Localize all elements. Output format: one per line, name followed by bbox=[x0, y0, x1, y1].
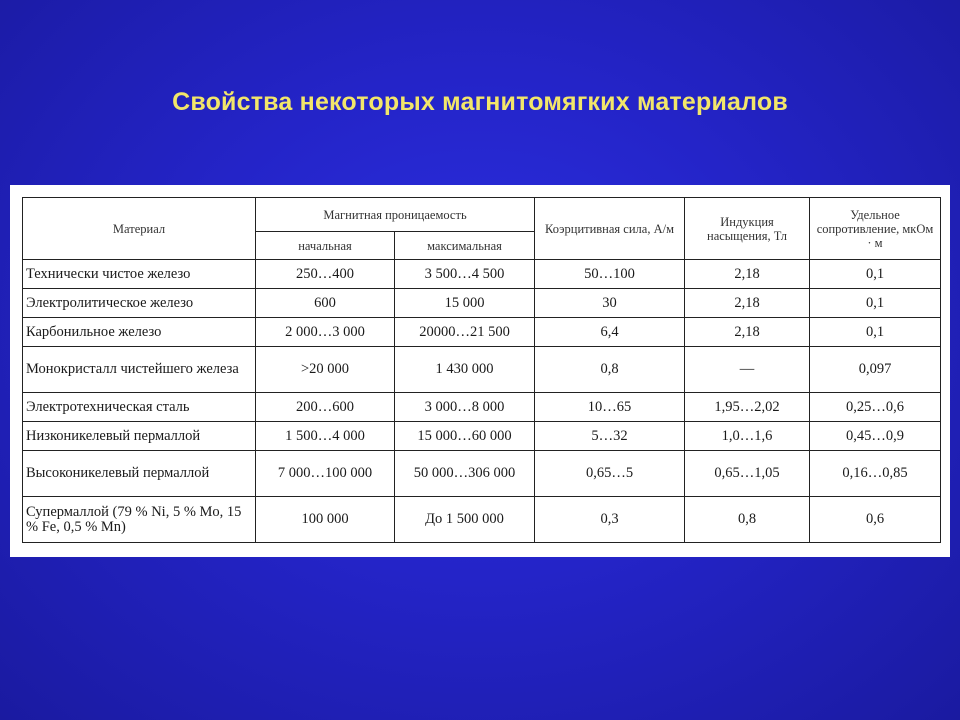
cell-material: Низконикелевый пермаллой bbox=[23, 422, 256, 451]
cell-induction: 1,0…1,6 bbox=[685, 422, 810, 451]
header-initial: начальная bbox=[256, 232, 395, 260]
slide-title: Свойства некоторых магнитомягких материалов bbox=[172, 88, 788, 116]
cell-material: Супермаллой (79 % Ni, 5 % Mo, 15 % Fe, 0,5 % Mn) bbox=[23, 497, 256, 543]
cell-induction: 0,65…1,05 bbox=[685, 451, 810, 497]
cell-induction: 2,18 bbox=[685, 289, 810, 318]
cell-coercive: 0,65…5 bbox=[535, 451, 685, 497]
cell-initial: 1 500…4 000 bbox=[256, 422, 395, 451]
table-row bbox=[23, 289, 941, 318]
cell-coercive: 0,8 bbox=[535, 347, 685, 393]
cell-initial: 250…400 bbox=[256, 260, 395, 289]
table-row bbox=[23, 393, 941, 422]
cell-resistivity: 0,16…0,85 bbox=[810, 451, 941, 497]
cell-resistivity: 0,097 bbox=[810, 347, 941, 393]
cell-maximal: До 1 500 000 bbox=[395, 497, 535, 543]
table-row bbox=[23, 318, 941, 347]
cell-initial: >20 000 bbox=[256, 347, 395, 393]
cell-induction: 2,18 bbox=[685, 318, 810, 347]
cell-induction: — bbox=[685, 347, 810, 393]
cell-coercive: 0,3 bbox=[535, 497, 685, 543]
cell-resistivity: 0,25…0,6 bbox=[810, 393, 941, 422]
header-coercive: Коэрцитивная сила, А/м bbox=[535, 198, 685, 260]
cell-initial: 600 bbox=[256, 289, 395, 318]
cell-maximal: 20000…21 500 bbox=[395, 318, 535, 347]
table-card bbox=[10, 185, 950, 557]
cell-material: Технически чистое железо bbox=[23, 260, 256, 289]
cell-maximal: 1 430 000 bbox=[395, 347, 535, 393]
cell-material: Монокристалл чистейшего железа bbox=[23, 347, 256, 393]
cell-material: Электротехническая сталь bbox=[23, 393, 256, 422]
cell-resistivity: 0,6 bbox=[810, 497, 941, 543]
cell-initial: 7 000…100 000 bbox=[256, 451, 395, 497]
cell-induction: 1,95…2,02 bbox=[685, 393, 810, 422]
cell-coercive: 10…65 bbox=[535, 393, 685, 422]
table-row bbox=[23, 260, 941, 289]
properties-table bbox=[22, 197, 941, 543]
cell-resistivity: 0,1 bbox=[810, 318, 941, 347]
cell-initial: 2 000…3 000 bbox=[256, 318, 395, 347]
cell-coercive: 50…100 bbox=[535, 260, 685, 289]
header-induction: Индукция насыщения, Тл bbox=[685, 198, 810, 260]
cell-maximal: 3 500…4 500 bbox=[395, 260, 535, 289]
table-row bbox=[23, 451, 941, 497]
cell-maximal: 50 000…306 000 bbox=[395, 451, 535, 497]
cell-resistivity: 0,1 bbox=[810, 260, 941, 289]
cell-material: Карбонильное железо bbox=[23, 318, 256, 347]
table-row bbox=[23, 422, 941, 451]
cell-resistivity: 0,45…0,9 bbox=[810, 422, 941, 451]
cell-material: Электролитическое железо bbox=[23, 289, 256, 318]
cell-induction: 0,8 bbox=[685, 497, 810, 543]
table-row bbox=[23, 347, 941, 393]
cell-maximal: 15 000 bbox=[395, 289, 535, 318]
cell-maximal: 3 000…8 000 bbox=[395, 393, 535, 422]
cell-initial: 200…600 bbox=[256, 393, 395, 422]
header-row-1 bbox=[23, 198, 941, 232]
cell-initial: 100 000 bbox=[256, 497, 395, 543]
header-material: Материал bbox=[23, 198, 256, 260]
cell-resistivity: 0,1 bbox=[810, 289, 941, 318]
header-permeability: Магнитная проницаемость bbox=[256, 198, 535, 232]
cell-coercive: 6,4 bbox=[535, 318, 685, 347]
header-resistivity: Удельное сопротивление, мкОм · м bbox=[810, 198, 941, 260]
cell-coercive: 5…32 bbox=[535, 422, 685, 451]
cell-coercive: 30 bbox=[535, 289, 685, 318]
header-maximal: максимальная bbox=[395, 232, 535, 260]
cell-material: Высоконикелевый пермаллой bbox=[23, 451, 256, 497]
cell-maximal: 15 000…60 000 bbox=[395, 422, 535, 451]
table-row bbox=[23, 497, 941, 543]
cell-induction: 2,18 bbox=[685, 260, 810, 289]
